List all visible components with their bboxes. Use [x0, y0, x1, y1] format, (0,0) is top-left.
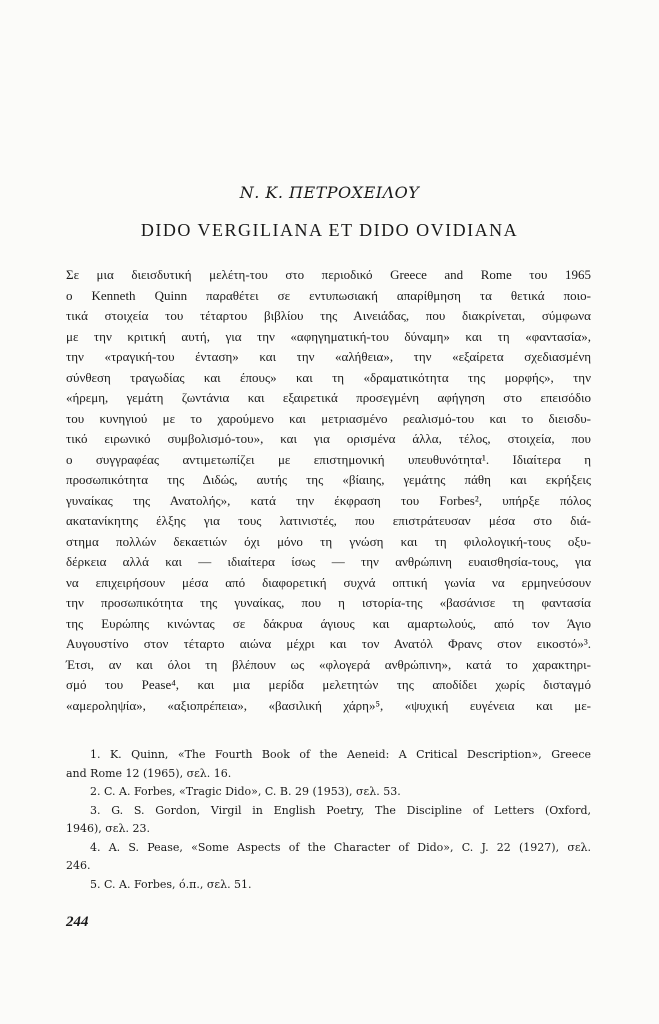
- body-line: «αμεροληψία», «αξιοπρέπεια», «βασιλική χάρη»⁵, «ψυχική ευγένεια και με-: [66, 697, 591, 713]
- footnote-line: 246.: [66, 859, 91, 872]
- footnote-line: 3. G. S. Gordon, Virgil in English Poetry, The Discipline of Letters (Oxford,: [90, 803, 591, 817]
- body-line: ο Kenneth Quinn παραθέτει σε εντυπωσιακή απαρίθμηση τα θετικά ποιο-: [66, 287, 591, 303]
- body-line: ακατανίκητης έλξης για τους λατινιστές, που επιστράτευσαν μέσα στο διά-: [66, 513, 591, 528]
- body-text: [66, 265, 591, 716]
- body-line: «ήρεμη, γεμάτη ζωντάνια και εξαιρετικά προσεγμένη αφήγηση στο επεισόδιο: [66, 390, 591, 405]
- body-line: την προσωπικότητα της γυναίκας, που η ιστορία-της «βασάνισε τη φαντασία: [66, 595, 591, 610]
- body-line: με την κριτική αυτή, για την «αφηγηματική-του δύναμη» και τη «φαντασία»,: [66, 328, 591, 344]
- body-line: την «τραγική-του ένταση» και την «αλήθεια», την «εξαίρετα σχεδιασμένη: [66, 349, 591, 364]
- body-line: να επιχειρήσουν μέσα από διαφορετική συχνά οπτική γωνία να ερμηνεύσουν: [66, 574, 591, 590]
- footnote-line: 4. A. S. Pease, «Some Aspects of the Character of Dido», C. J. 22 (1927), σελ.: [90, 840, 591, 854]
- body-line: δέρκεια αλλά και — ιδιαίτερα ίσως — την ανθρώπινη ευαισθησία-τους, για: [66, 554, 591, 569]
- footnotes: [66, 746, 591, 894]
- footnote-line: 2. C. A. Forbes, «Tragic Dido», C. B. 29 (1953), σελ. 53.: [90, 785, 401, 798]
- body-line: σμό του Pease⁴, και μια μερίδα μελετητών της αποδίδει χωρίς δισταγμό: [66, 677, 591, 692]
- body-line: Έτσι, αν και όλοι τη βλέπουν ως «φλογερά ανθρώπινη», κατά το χαρακτηρι-: [66, 656, 591, 672]
- body-line: τικά στοιχεία του τέταρτου βιβλίου της Αινειάδας, που διακρίνεται, σύμφωνα: [66, 308, 591, 323]
- body-line: γυναίκας της Ανατολής», κατά την έκφραση του Forbes², υπήρξε πόλος: [66, 492, 591, 508]
- body-line: Αυγουστίνο στον τέταρτο αιώνα μέχρι και τον Ανατόλ Φρανς στον εικοστό»³.: [66, 636, 591, 651]
- footnote-line: and Rome 12 (1965), σελ. 16.: [66, 766, 232, 780]
- body-line: του κυνηγιού με το χαρούμενο και μετριασμένο ρεαλισμό-του και το διεισδυ-: [66, 410, 591, 426]
- body-line: προσωπικότητα της Διδώς, αυτής της «βίαιης, γεμάτης πάθη και εκρήξεις: [66, 472, 591, 487]
- article-title: DIDO VERGILIANA ET DIDO OVIDIANA: [140, 220, 519, 240]
- body-line: Σε μια διεισδυτική μελέτη-του στο περιοδικό Greece and Rome του 1965: [66, 267, 591, 282]
- footnote-line: 5. C. A. Forbes, ό.π., σελ. 51.: [90, 877, 252, 891]
- body-line: στημα πολλών δεκαετιών όχι μόνο τη γνώση και τη φιλολογική-τους οξυ-: [66, 533, 591, 549]
- page-number: 244: [66, 914, 89, 930]
- body-line: σύνθεση τραγωδίας και έπους» και τη «δραματικότητα της μορφής», την: [66, 369, 591, 385]
- body-line: της Ευρώπης κινώντας σε δάκρυα άγιους και αμαρτωλούς, από τον Άγιο: [66, 615, 591, 631]
- author-name: Ν. Κ. ΠΕΤΡΟΧΕΙΛΟΥ: [239, 183, 420, 202]
- footnote-line: 1946), σελ. 23.: [66, 822, 150, 835]
- body-line: τικό ειρωνικό συμβολισμό-του», και για ορισμένα άλλα, τέλος, στοιχεία, που: [66, 431, 591, 446]
- footnote-line: 1. K. Quinn, «The Fourth Book of the Aeneid: A Critical Description», Greece: [90, 748, 591, 761]
- body-line: ο συγγραφέας αντιμετωπίζει με επιστημονική υπευθυνότητα¹. Ιδιαίτερα η: [66, 451, 591, 467]
